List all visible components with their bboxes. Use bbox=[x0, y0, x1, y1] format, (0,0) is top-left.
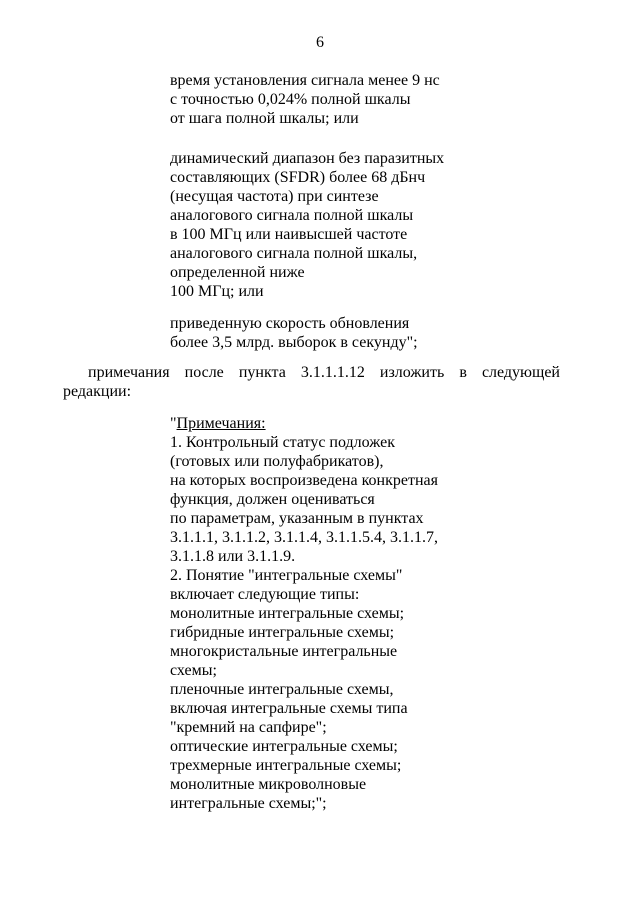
note-line: многокристальные интегральные bbox=[170, 643, 398, 660]
note-line: интегральные схемы;"; bbox=[170, 795, 327, 812]
note-line: включая интегральные схемы типа bbox=[170, 700, 408, 717]
notes-block bbox=[170, 414, 438, 813]
text-line: динамический диапазон без паразитных bbox=[170, 150, 445, 167]
page-number: 6 bbox=[316, 34, 324, 51]
text-line: приведенную скорость обновления bbox=[170, 315, 410, 332]
note-line: монолитные интегральные схемы; bbox=[170, 605, 405, 622]
spec-block-update-rate bbox=[170, 314, 418, 352]
text-line: с точностью 0,024% полной шкалы bbox=[170, 91, 411, 108]
paragraph-line: редакции: bbox=[63, 383, 132, 400]
spec-block-settling-time bbox=[170, 71, 440, 128]
note-line: 3.1.1.8 или 3.1.1.9. bbox=[170, 548, 296, 565]
note-line: на которых воспроизведена конкретная bbox=[170, 472, 439, 489]
note-line: "кремний на сапфире"; bbox=[170, 719, 327, 736]
note-line: монолитные микроволновые bbox=[170, 776, 367, 793]
note-line: 1. Контрольный статус подложек bbox=[170, 434, 395, 451]
text-line: более 3,5 млрд. выборок в секунду"; bbox=[170, 334, 418, 351]
text-line: время установления сигнала менее 9 нс bbox=[170, 72, 440, 89]
notes-heading: Примечания: bbox=[176, 415, 266, 432]
note-line: по параметрам, указанным в пунктах bbox=[170, 510, 424, 527]
note-line: трехмерные интегральные схемы; bbox=[170, 757, 402, 774]
opening-quote: " bbox=[170, 415, 177, 432]
note-line: 2. Понятие "интегральные схемы" bbox=[170, 567, 403, 584]
paragraph-line: примечания после пункта 3.1.1.1.12 изложить в следующей bbox=[88, 364, 560, 381]
note-line: включает следующие типы: bbox=[170, 586, 360, 603]
note-line: гибридные интегральные схемы; bbox=[170, 624, 395, 641]
spec-block-sfdr bbox=[170, 149, 444, 301]
text-line: определенной ниже bbox=[170, 264, 305, 281]
note-line: 3.1.1.1, 3.1.1.2, 3.1.1.4, 3.1.1.5.4, 3.1.1.7, bbox=[170, 529, 438, 546]
text-line: (несущая частота) при синтезе bbox=[170, 188, 379, 205]
note-line: функция, должен оцениваться bbox=[170, 491, 375, 508]
amendment-paragraph bbox=[63, 363, 560, 401]
note-line: оптические интегральные схемы; bbox=[170, 738, 398, 755]
note-line: пленочные интегральные схемы, bbox=[170, 681, 394, 698]
note-line: схемы; bbox=[170, 662, 217, 679]
text-line: в 100 МГц или наивысшей частоте bbox=[170, 226, 408, 243]
text-line: 100 МГц; или bbox=[170, 283, 264, 300]
text-line: составляющих (SFDR) более 68 дБнч bbox=[170, 169, 426, 186]
text-line: аналогового сигнала полной шкалы bbox=[170, 207, 414, 224]
note-line: (готовых или полуфабрикатов), bbox=[170, 453, 384, 470]
notes-heading-line bbox=[170, 414, 438, 433]
text-line: аналогового сигнала полной шкалы, bbox=[170, 245, 418, 262]
text-line: от шага полной шкалы; или bbox=[170, 110, 359, 127]
